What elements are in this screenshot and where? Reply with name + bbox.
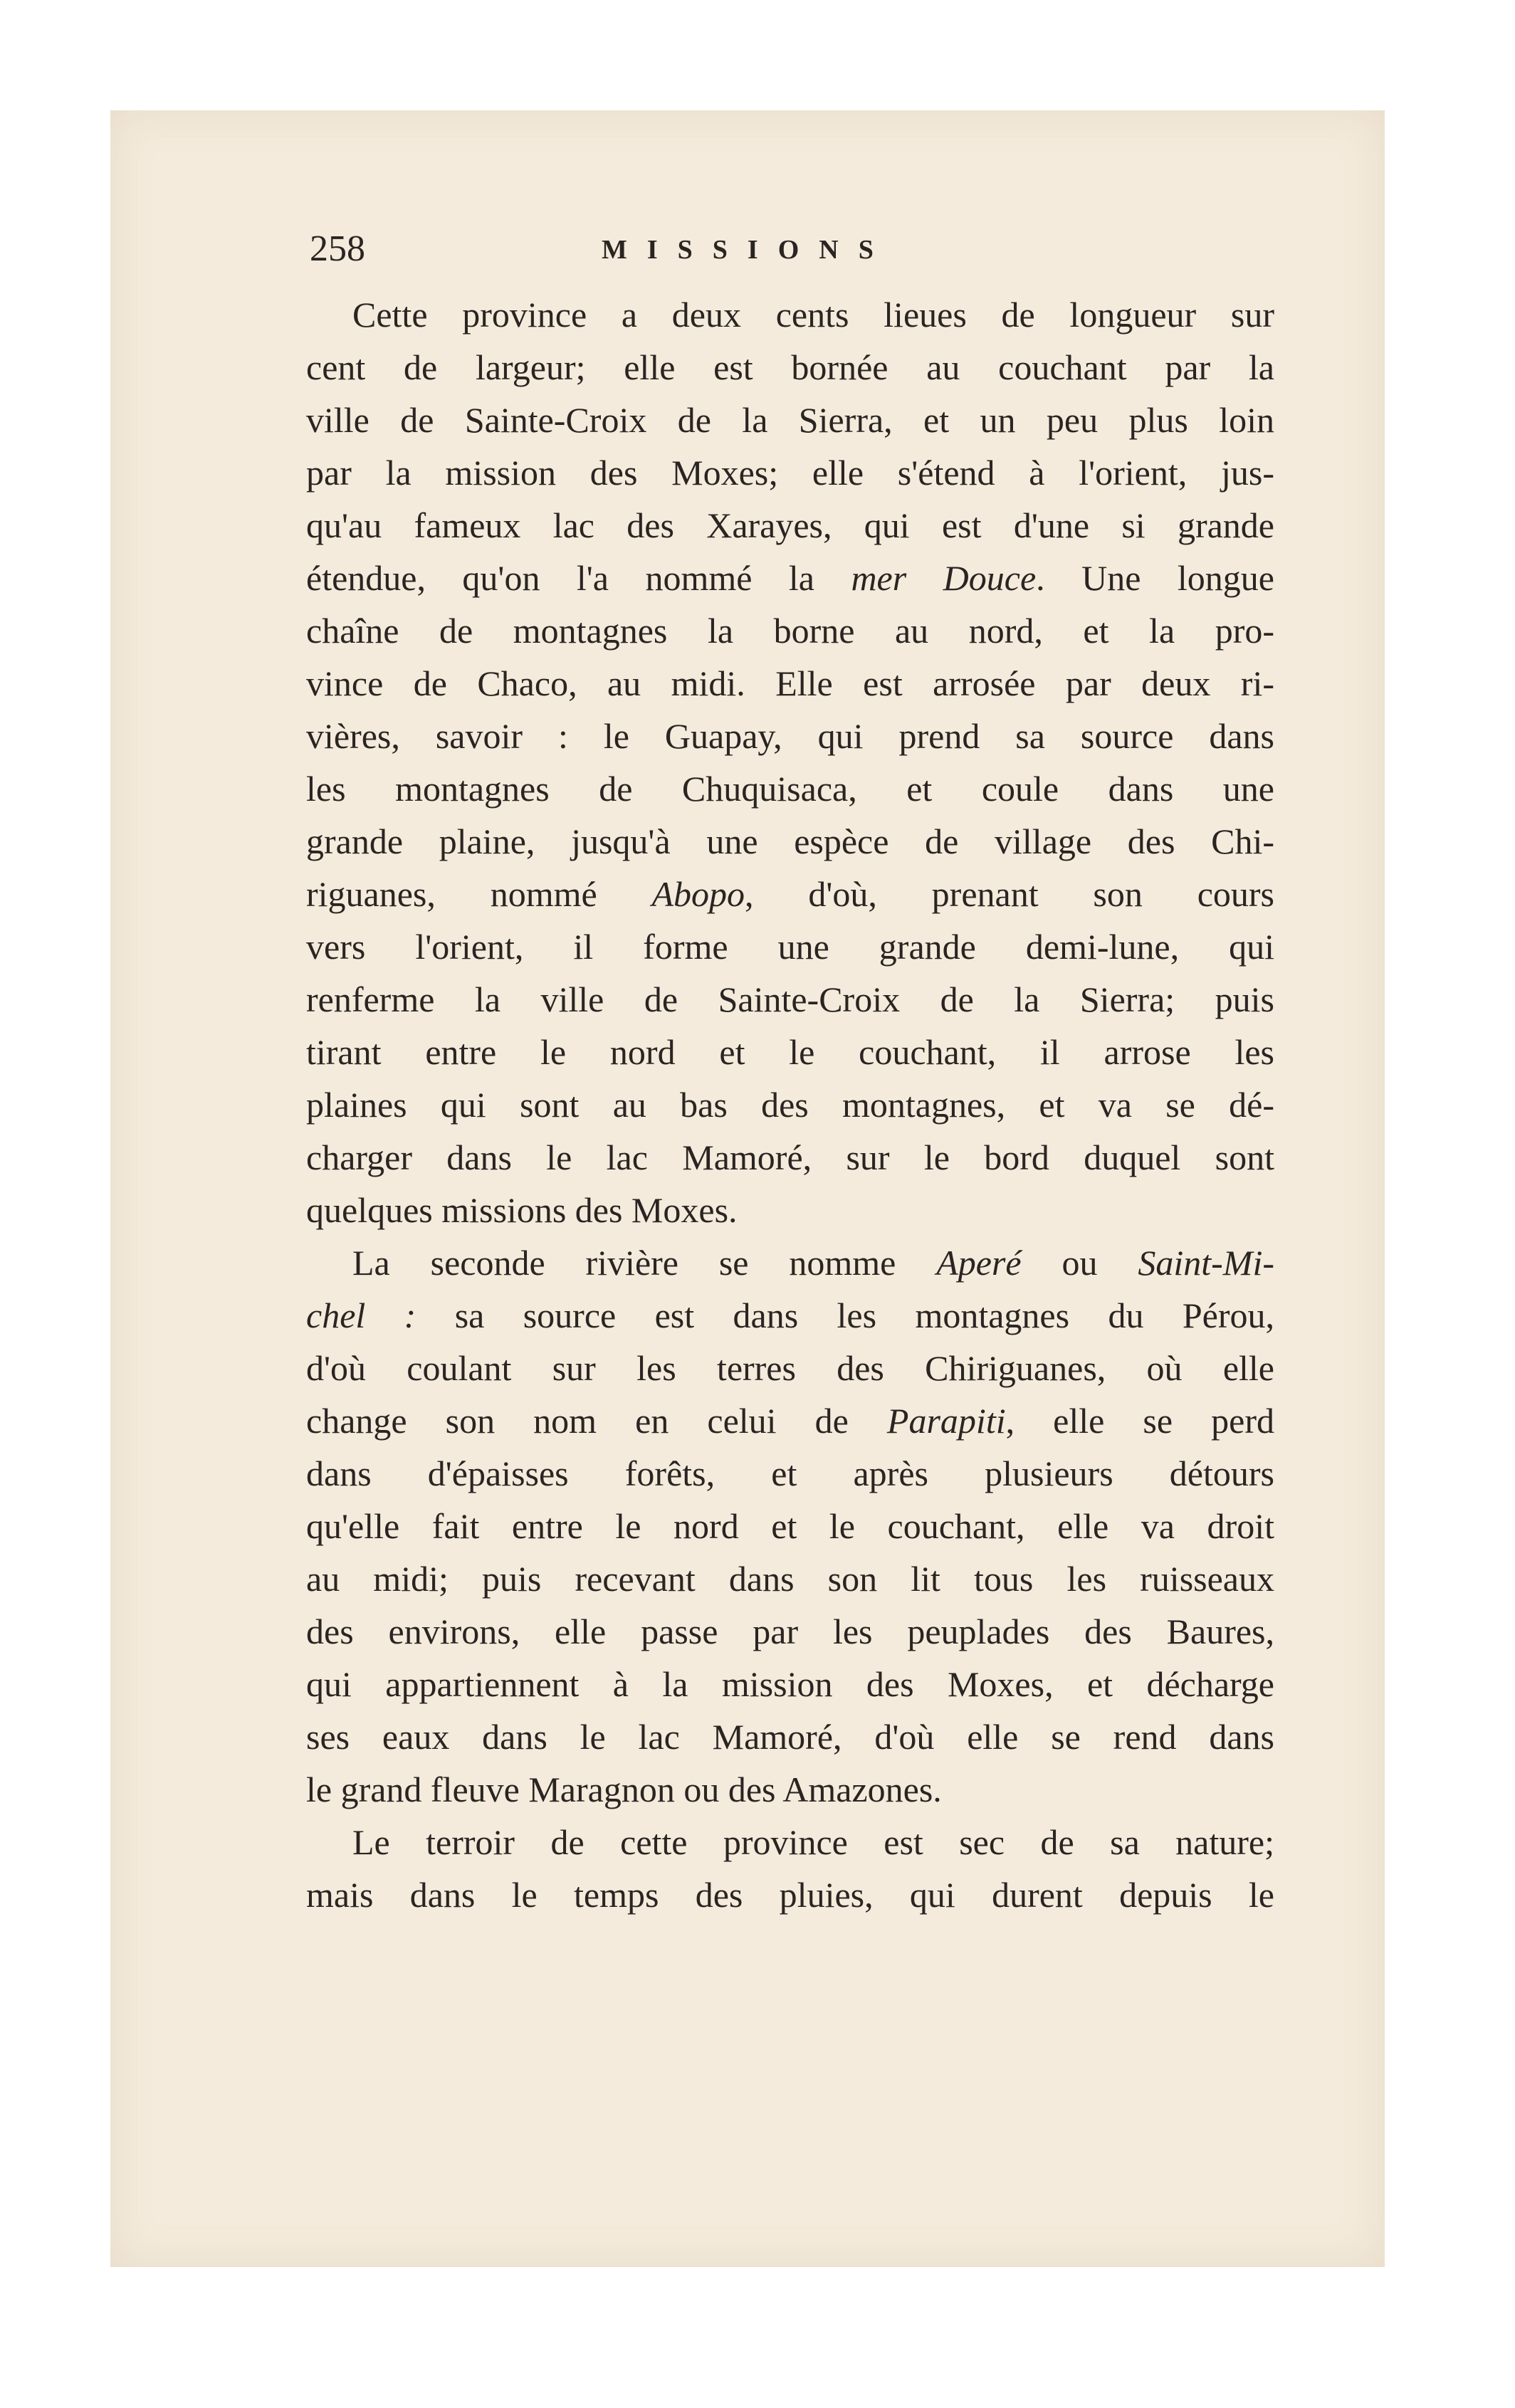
text-line: Cette province a deux cents lieues de longueur sur: [352, 295, 1274, 335]
body-text: [306, 288, 1274, 1921]
text-line: qui appartiennent à la mission des Moxes, et décharge: [306, 1664, 1274, 1704]
text-line: change son nom en celui de Parapiti, elle se perd: [306, 1401, 1274, 1441]
text-line: les montagnes de Chuquisaca, et coule dans une: [306, 769, 1274, 809]
text-line: tirant entre le nord et le couchant, il arrose les: [306, 1032, 1274, 1072]
text-line: par la mission des Moxes; elle s'étend à l'orient, jus-: [306, 453, 1274, 493]
text-line: vince de Chaco, au midi. Elle est arrosée par deux ri-: [306, 663, 1274, 703]
text-line: cent de largeur; elle est bornée au couchant par la: [306, 347, 1274, 387]
text-line: qu'elle fait entre le nord et le couchant, elle va droit: [306, 1506, 1274, 1546]
text-line: quelques missions des Moxes.: [306, 1190, 738, 1230]
text-line: au midi; puis recevant dans son lit tous les ruisseaux: [306, 1559, 1274, 1599]
text-line: le grand fleuve Maragnon ou des Amazones.: [306, 1770, 942, 1809]
text-line: charger dans le lac Mamoré, sur le bord duquel sont: [306, 1137, 1274, 1177]
page-number: 258: [310, 228, 365, 269]
text-line: ville de Sainte-Croix de la Sierra, et un peu plus loin: [306, 400, 1274, 440]
text-line: dans d'épaisses forêts, et après plusieurs détours: [306, 1453, 1274, 1493]
text-line: vières, savoir : le Guapay, qui prend sa source dans: [306, 716, 1274, 756]
page-header: [310, 221, 1306, 278]
text-line: riguanes, nommé Abopo, d'où, prenant son cours: [306, 874, 1274, 914]
text-line: vers l'orient, il forme une grande demi-lune, qui: [306, 927, 1274, 967]
text-line: d'où coulant sur les terres des Chiriguanes, où elle: [306, 1348, 1274, 1388]
text-line: plaines qui sont au bas des montagnes, et va se dé-: [306, 1085, 1274, 1125]
text-line: renferme la ville de Sainte-Croix de la Sierra; puis: [306, 979, 1274, 1019]
text-line: mais dans le temps des pluies, qui durent depuis le: [306, 1875, 1274, 1915]
text-line: La seconde rivière se nomme Aperé ou Saint-Mi-: [352, 1243, 1274, 1283]
text-line: chaîne de montagnes la borne au nord, et la pro-: [306, 611, 1274, 651]
text-line: des environs, elle passe par les peuplades des Baures,: [306, 1612, 1274, 1651]
text-line: étendue, qu'on l'a nommé la mer Douce. Une longue: [306, 558, 1274, 598]
text-line: ses eaux dans le lac Mamoré, d'où elle se rend dans: [306, 1717, 1274, 1757]
text-line: grande plaine, jusqu'à une espèce de village des Chi-: [306, 821, 1274, 861]
text-line: chel : sa source est dans les montagnes du Pérou,: [306, 1295, 1274, 1335]
running-head: MISSIONS: [602, 235, 893, 265]
text-line: qu'au fameux lac des Xarayes, qui est d'une si grande: [306, 505, 1274, 545]
text-line: Le terroir de cette province est sec de sa nature;: [352, 1822, 1274, 1862]
